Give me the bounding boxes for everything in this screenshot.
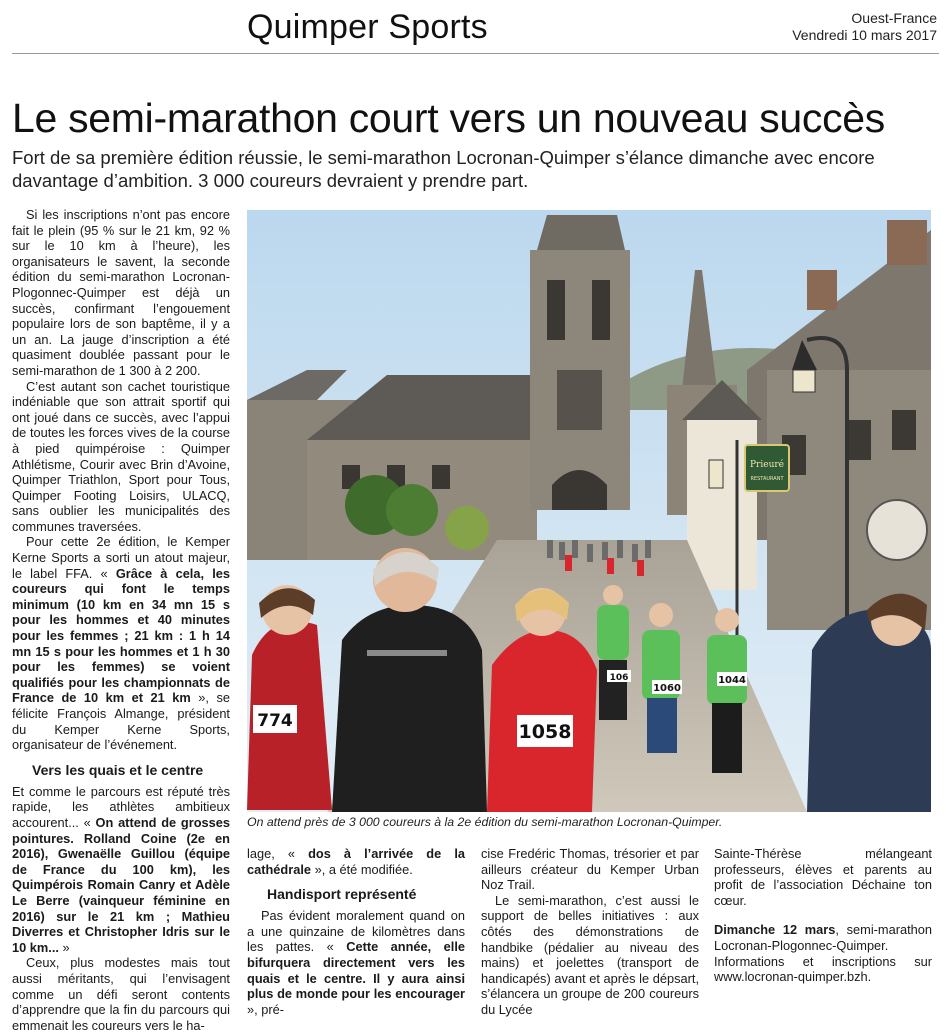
publication-date: Vendredi 10 mars 2017 [792, 27, 937, 43]
photo-illustration [247, 210, 931, 812]
article-column-3 [481, 846, 699, 1018]
paragraph: Ceux, plus modestes mais tout aussi méritants, qui l’envisagent comme un défi seront contents d’apprendre que la fin du parcours qui emmenait les coureurs vers le ha- [12, 955, 230, 1033]
article-column-2 [247, 846, 465, 1017]
bib-number: 1044 [718, 675, 746, 686]
article-column-1 [12, 207, 230, 1033]
bib-number: 774 [257, 711, 293, 731]
paragraph: cise Fredéric Thomas, trésorier et par ailleurs créateur du Kemper Urban Noz Trail. [481, 846, 699, 893]
paragraph: C’est autant son cachet touristique indéniable que son attrait sportif qui ont joué dans ce succès, avec l’appui de toutes les forces vives de la course à pied quimpéroise : Quimper Athlétisme, Courir avec Brin d’Avoine, Quimper Triathlon, Sport pour Tous, Quimper Footing Loisirs, ULACQ, sans oublier les municipalités des communes traversées. [12, 378, 230, 534]
publication-name: Ouest-France [851, 10, 937, 26]
bib-number: 1058 [518, 721, 572, 743]
quote-bold: dos à l’arrivée de la cathédrale [247, 846, 465, 877]
quote-bold: Grâce à cela, les coureurs qui font le temps minimum (10 km en 34 mn 15 s pour les hommes et 40 minutes pour les femmes ; 21 km : 1 h 14 mn 15 s pour les hommes et 1 h 30 pour les femmes) se voient qualifiés pour les championnats de France de 10 km et 21 km [12, 565, 230, 706]
event-date-bold: Dimanche 12 mars [714, 922, 836, 938]
bib-number: 106 [609, 673, 629, 683]
bib-number: 1060 [653, 683, 681, 694]
shop-sign-text: Prieuré [750, 460, 784, 470]
paragraph: Sainte-Thérèse mélangeant professeurs, élèves et parents au profit de l’association Déchaine ton cœur. [714, 846, 932, 908]
paragraph: Dimanche 12 mars, semi-marathon Locronan-Plogonnec-Quimper. Informations et inscriptions sur www.locronan-quimper.bzh. [714, 922, 932, 985]
shop-sign-subtext: RESTAURANT [750, 476, 784, 482]
paragraph: Et comme le parcours est réputé très rapide, les athlètes ambitieux accourent... « On attend de grosses pointures. Rolland Coine (2e en 2016), Gwenaëlle Guillou (équipe de France du 100 km), les Quimpérois Romain Canry et Adèle Le Berre (vainqueur féminine en 2016) sur le 21 km ; Mathieu Diverres et Christopher Idris sur le 10 km... » [12, 783, 231, 955]
quote-bold: On attend de grosses pointures. Rolland Coine (2e en 2016), Gwenaëlle Guillou (équipe de France du 100 km), les Quimpérois Romain Canry et Adèle Le Berre (vainqueur féminine en 2016) sur le 21 km ; Mathieu Diverres et Christopher Idris sur le 10 km... [12, 814, 231, 955]
paragraph: Pas évident moralement quand on a une quinzaine de kilomètres dans les pattes. « Cette année, elle bifurquera directement vers les quais et le centre. Il y aura ainsi plus de monde pour les encourager », pré- [247, 908, 466, 1017]
photo-caption: On attend près de 3 000 coureurs à la 2e édition du semi-marathon Locronan-Quimper. [247, 815, 723, 829]
publication-info [792, 10, 937, 44]
paragraph: Pour cette 2e édition, le Kemper Kerne Sports a sorti un atout majeur, le label FFA. « Grâce à cela, les coureurs qui font le temps minimum (10 km en 34 mn 15 s pour les hommes et 40 minutes pour les femmes ; 21 km : 1 h 14 mn 15 s pour les hommes et 1 h 30 pour les femmes) se voient qualifiés pour les championnats de France de 10 km et 21 km », se félicite François Almange, président du Kemper Kerne Sports, organisateur de l’événement. [12, 534, 230, 753]
article-headline: Le semi-marathon court vers un nouveau succès [12, 95, 886, 141]
article-column-4 [714, 846, 932, 985]
section-title: Quimper Sports [247, 8, 488, 46]
article-photo [247, 210, 931, 812]
header-divider [12, 53, 939, 54]
paragraph: Si les inscriptions n’ont pas encore fait le plein (95 % sur le 21 km, 92 % sur le 10 km à l’heure), les organisateurs le savent, la seconde édition du semi-marathon Locronan-Plogonnec-Quimper est déjà un succès, confirmant l’engouement populaire lors de son baptême, il y a un an. La jauge d’inscription a été quasiment doublée passant pour le semi-marathon de 1 300 à 2 200. [12, 207, 230, 378]
paragraph: Le semi-marathon, c’est aussi le support de belles initiatives : aux côtés des démonstrations de handbike (pédalier au niveau des mains) et joelettes (transport de handicapés) avant et après le dépsart, s’élancera un groupe de 200 coureurs du Lycée [481, 892, 699, 1017]
article-lead: Fort de sa première édition réussie, le semi-marathon Locronan-Quimper s’élance dimanche avec encore davantage d’ambition. 3 000 coureurs devraient y prendre part. [12, 147, 875, 191]
paragraph: lage, « dos à l’arrivée de la cathédrale », a été modifiée. [247, 846, 465, 877]
quote-bold: Cette année, elle bifurquera directement vers les quais et le centre. Il y aura ainsi plus de monde pour les encourager [247, 939, 466, 1002]
subheading: Vers les quais et le centre [32, 761, 204, 778]
subheading: Handisport représenté [267, 886, 417, 903]
